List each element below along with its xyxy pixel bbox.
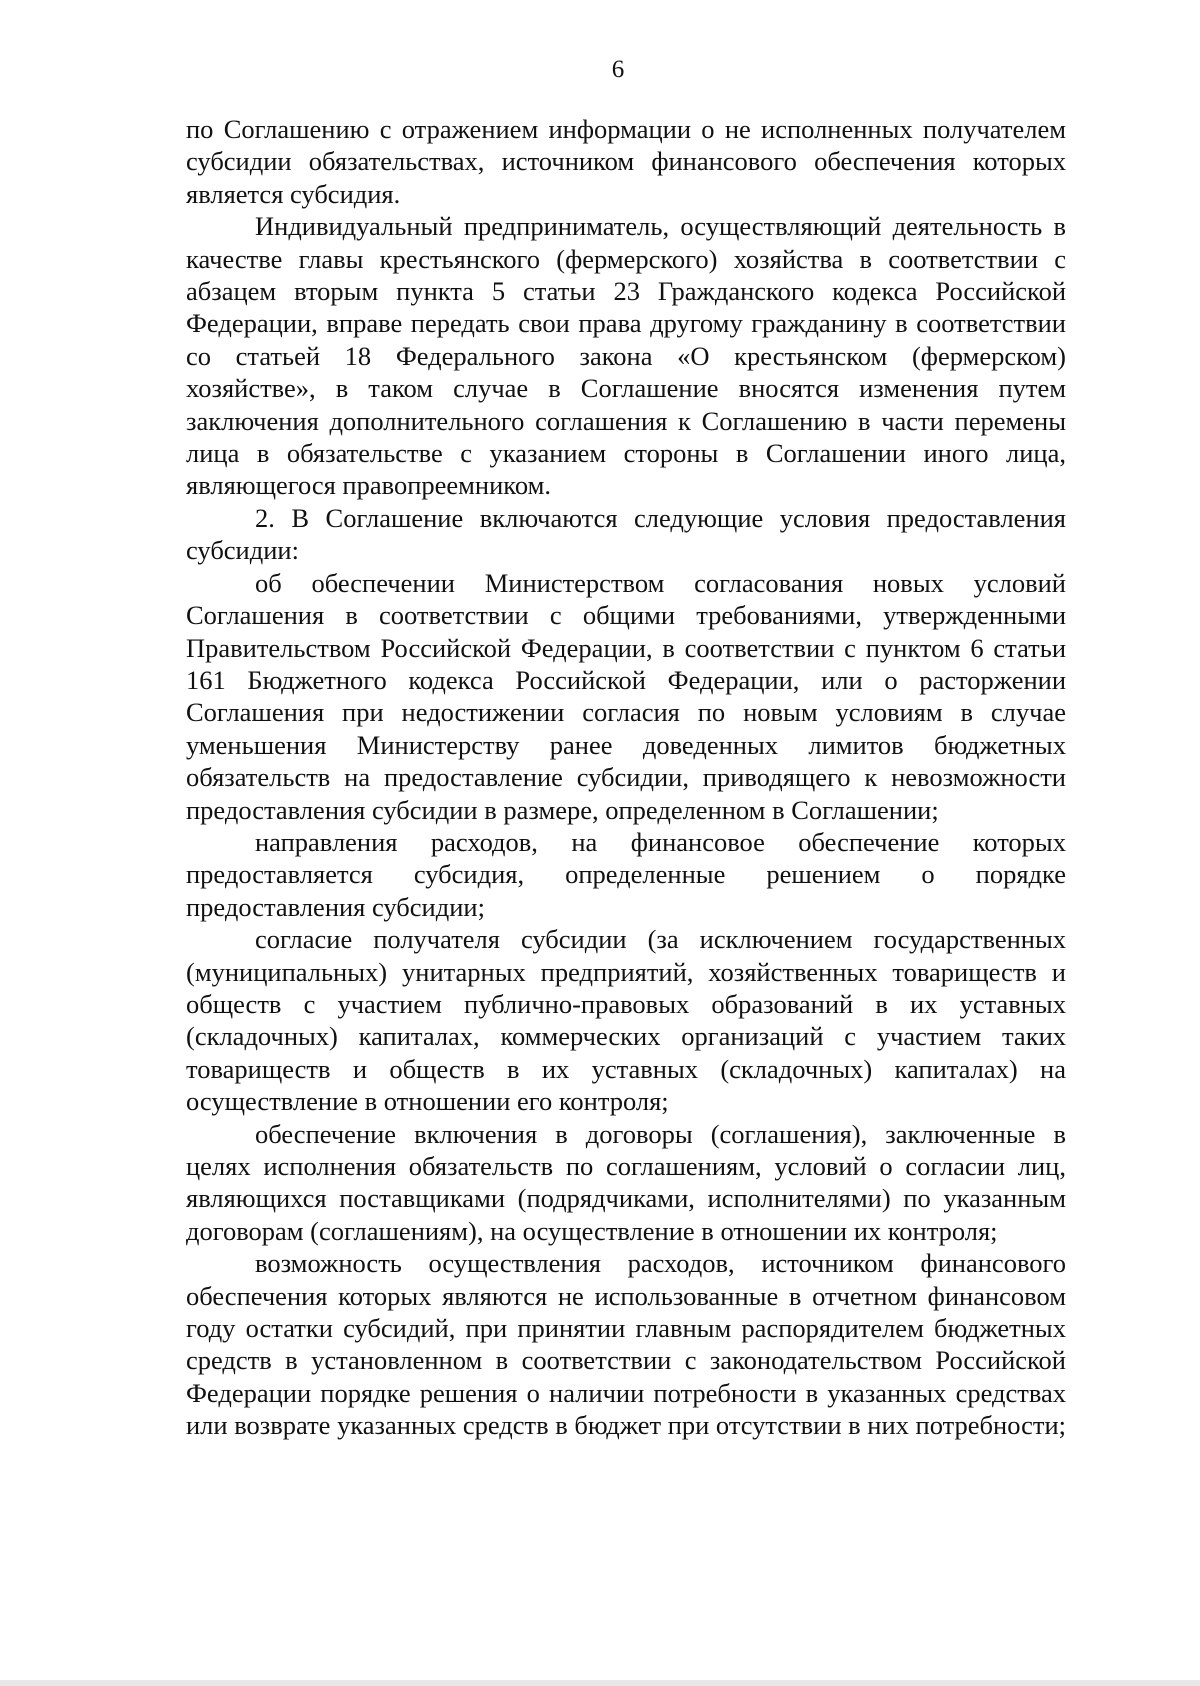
paragraph: по Соглашению с отражением информации о не исполненных получателем субсидии обязательствах, источником финансового обеспечения которых является субсидия. — [186, 114, 1066, 209]
paragraph: Индивидуальный предприниматель, осуществляющий деятельность в качестве главы крестьянского (фермерского) хозяйства в соответствии с абзацем вторым пункта 5 статьи 23 Гражданского кодекса Российской Федерации, вправе передать свои права другому гражданину в соответствии со статьей 18 Федерального закона «О крестьянском (фермерском) хозяйстве», в таком случае в Соглашение вносятся изменения путем заключения дополнительного соглашения к Соглашению в части перемены лица в обязательстве с указанием стороны в Соглашении иного лица, являющегося правопреемником. — [186, 211, 1066, 501]
page-number: 6 — [611, 56, 625, 83]
paragraph: направления расходов, на финансовое обеспечение которых предоставляется субсидия, определенные решением о порядке предоставления субсидии; — [186, 826, 1066, 922]
document-body — [186, 113, 1066, 1442]
paragraph: 2. В Соглашение включаются следующие условия предоставления субсидии: — [186, 502, 1066, 566]
paragraph: обеспечение включения в договоры (соглашения), заключенные в целях исполнения обязательств по соглашениям, условий о согласии лиц, являющихся поставщиками (подрядчиками, исполнителями) по указанным договорам (соглашениям), на осуществление в отношении их контроля; — [186, 1118, 1066, 1246]
paragraph: об обеспечении Министерством согласования новых условий Соглашения в соответствии с общими требованиями, утвержденными Правительством Российской Федерации, в соответствии с пунктом 6 статьи 161 Бюджетного кодекса Российской Федерации, или о расторжении Соглашения при недостижении согласия по новым условиям в случае уменьшения Министерству ранее доведенных лимитов бюджетных обязательств на предоставление субсидии, приводящего к невозможности предоставления субсидии в размере, определенном в Соглашении; — [186, 567, 1066, 825]
paragraph: возможность осуществления расходов, источником финансового обеспечения которых являются не использованные в отчетном финансовом году остатки субсидий, при принятии главным распорядителем бюджетных средств в установленном в соответствии с законодательством Российской Федерации порядке решения о наличии потребности в указанных средствах или возврате указанных средств в бюджет при отсутствии в них потребности; — [186, 1248, 1066, 1441]
paragraph: согласие получателя субсидии (за исключением государственных (муниципальных) унитарных предприятий, хозяйственных товариществ и обществ с участием публично-правовых образований в их уставных (складочных) капиталах, коммерческих организаций с участием таких товариществ и обществ в их уставных (складочных) капиталах) на осуществление в отношении его контроля; — [186, 924, 1066, 1117]
page-bottom-edge — [0, 1680, 1200, 1686]
